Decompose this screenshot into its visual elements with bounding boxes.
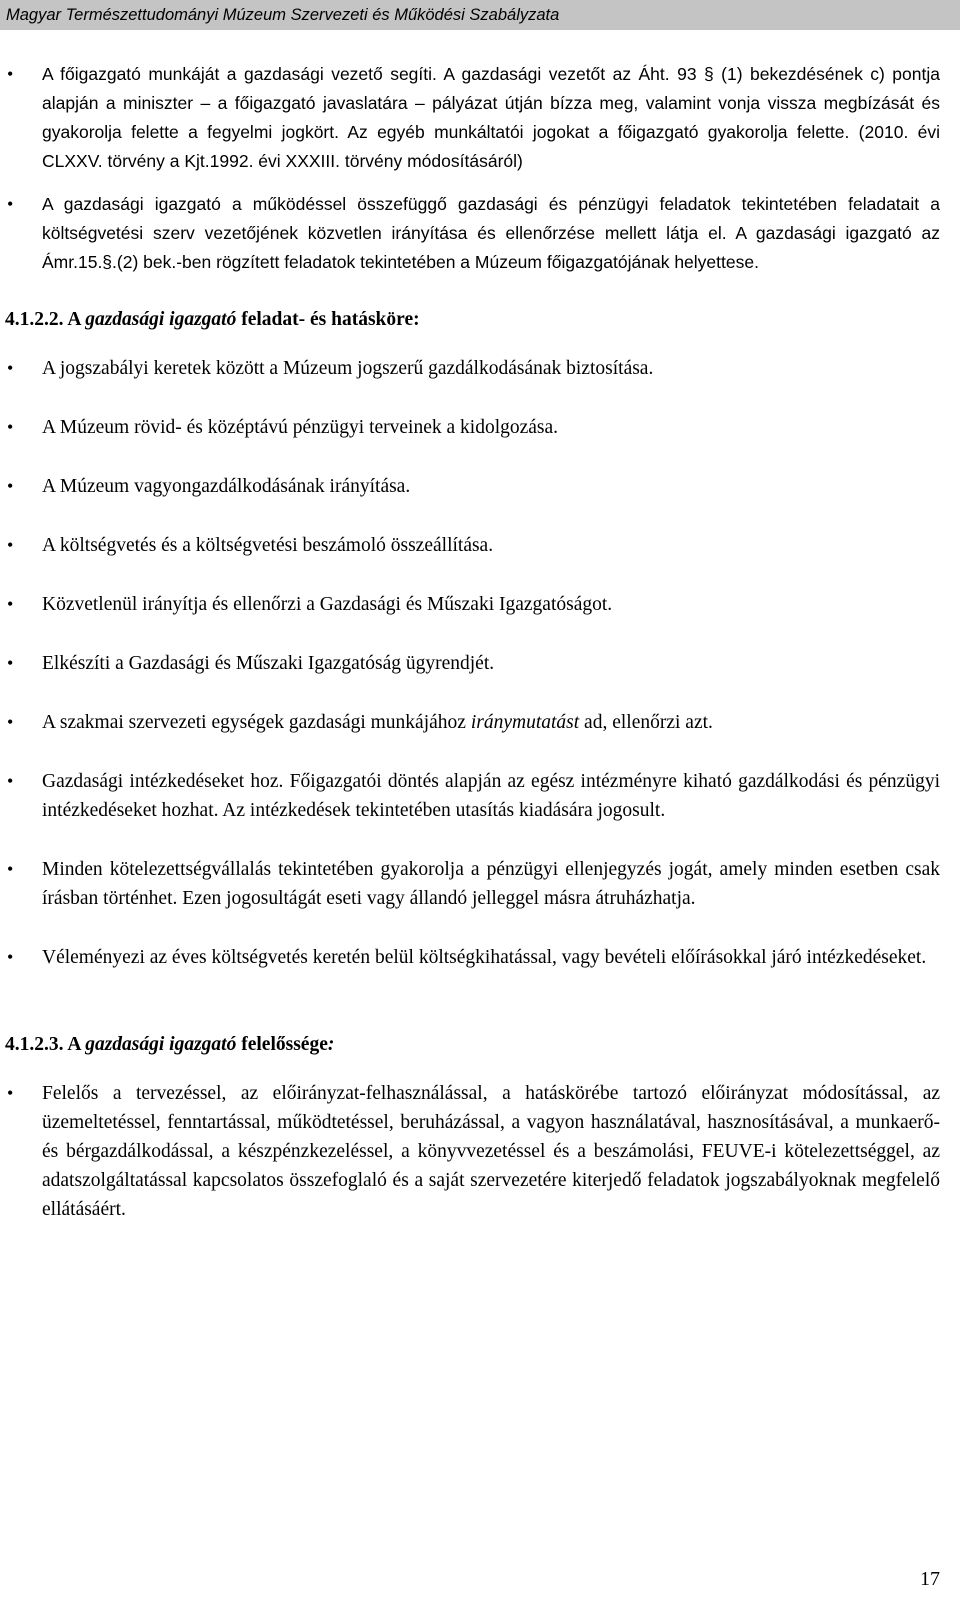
bullet-icon: •	[7, 594, 14, 614]
list-item	[0, 649, 960, 678]
list-item-italic: iránymutatást	[470, 712, 580, 733]
page-number: 17	[920, 1568, 940, 1590]
bullet-icon: •	[7, 417, 14, 437]
section-heading	[0, 1030, 960, 1059]
list-item-text: A Múzeum vagyongazdálkodásának irányítása.	[42, 476, 411, 497]
list-item-text: Felelős a tervezéssel, az előirányzat-felhasználással, a hatáskörébe tartozó előirányzat módosítással, az üzemeltetéssel, fenntartással, működtetéssel, beruházással, a vagyon használatával, hasznosításával, a munkaerő-és bérgazdálkodással, a készpénzkezeléssel, a könyvvezetéssel és a beszámolási, FEUVE-i kötelezettséggel, az adatszolgáltatással kapcsolatos összefoglaló és a saját szervezetére kiterjedő feladatok jogszabályoknak megfelelő ellátásáért.	[42, 1083, 940, 1220]
heading-italic: gazdasági igazgató	[85, 309, 237, 330]
list-item-text: Véleményezi az éves költségvetés keretén belül költségkihatással, vagy bevételi előírásokkal járó intézkedéseket.	[42, 947, 927, 968]
list-item-text: Elkészíti a Gazdasági és Műszaki Igazgatóság ügyrendjét.	[42, 653, 495, 674]
document-body	[0, 60, 960, 1224]
heading-prefix: A	[67, 1034, 81, 1055]
section-heading	[0, 305, 960, 334]
paragraph-text: A főigazgató munkáját a gazdasági vezető segíti. A gazdasági vezetőt az Áht. 93 § (1) bekezdésének c) pontja alapján a miniszter – a főigazgató javaslatára – pályázat útján bízza meg, valamint vonja vissza megbízását és gyakorolja felette a fegyelmi jogkört. Az egyéb munkáltatói jogokat a főigazgató gyakorolja felette. (2010. évi CLXXV. törvény a Kjt.1992. évi XXXIII. törvény módosításáról)	[42, 64, 940, 171]
bullet-icon: •	[7, 653, 14, 673]
list-item	[0, 531, 960, 560]
list-item	[0, 190, 960, 277]
list-item-text: A jogszabályi keretek között a Múzeum jogszerű gazdálkodásának biztosítása.	[42, 358, 654, 379]
bullet-icon: •	[7, 194, 14, 214]
list-item-text: A Múzeum rövid- és középtávú pénzügyi terveinek a kidolgozása.	[42, 417, 559, 438]
list-item-text-after: ad, ellenőrzi azt.	[584, 712, 713, 733]
bullet-icon: •	[7, 859, 14, 879]
heading-colon: :	[327, 1034, 335, 1055]
list-item	[0, 354, 960, 383]
list-item	[0, 767, 960, 825]
list-item-text: A költségvetés és a költségvetési beszámoló összeállítása.	[42, 535, 494, 556]
heading-prefix: A	[67, 309, 81, 330]
list-item	[0, 472, 960, 501]
bullet-icon: •	[7, 712, 14, 732]
list-item-text: Minden kötelezettségvállalás tekintetében gyakorolja a pénzügyi ellenjegyzés jogát, amely minden esetben csak írásban történhet. Ezen jogosultágát eseti vagy állandó jelleggel másra átruházhatja.	[42, 859, 940, 909]
heading-italic: gazdasági igazgató	[85, 1034, 237, 1055]
bullet-icon: •	[7, 476, 14, 496]
list-item	[0, 943, 960, 972]
list-item	[0, 413, 960, 442]
bullet-icon: •	[7, 535, 14, 555]
list-item	[0, 855, 960, 913]
list-item-text: Közvetlenül irányítja és ellenőrzi a Gazdasági és Műszaki Igazgatóságot.	[42, 594, 613, 615]
paragraph-text: A gazdasági igazgató a működéssel összefüggő gazdasági és pénzügyi feladatok tekintetében feladatait a költségvetési szerv vezetőjének közvetlen irányítása és ellenőrzése mellett látja el. A gazdasági igazgató az Ámr.15.§.(2) bek.-ben rögzített feladatok tekintetében a Múzeum főigazgatójának helyettese.	[42, 194, 940, 272]
list-item	[0, 1079, 960, 1224]
list-item-text-before: A szakmai szervezeti egységek gazdasági munkájához	[42, 712, 466, 733]
heading-suffix: felelőssége	[241, 1034, 328, 1055]
bullet-icon: •	[7, 947, 14, 967]
heading-suffix: feladat- és hatásköre:	[241, 309, 420, 330]
list-item	[0, 60, 960, 176]
section-number: 4.1.2.2.	[5, 309, 64, 330]
list-item-text: Gazdasági intézkedéseket hoz. Főigazgatói döntés alapján az egész intézményre kiható gazdálkodási és pénzügyi intézkedéseket hozhat. Az intézkedések tekintetében utasítás kiadására jogosult.	[42, 771, 940, 821]
document-header: Magyar Természettudományi Múzeum Szervezeti és Működési Szabályzata	[0, 0, 960, 30]
list-item	[0, 708, 960, 737]
bullet-icon: •	[7, 771, 14, 791]
bullet-icon: •	[7, 64, 14, 84]
section-number: 4.1.2.3.	[5, 1034, 64, 1055]
bullet-icon: •	[7, 358, 14, 378]
list-item	[0, 590, 960, 619]
bullet-icon: •	[7, 1083, 14, 1103]
